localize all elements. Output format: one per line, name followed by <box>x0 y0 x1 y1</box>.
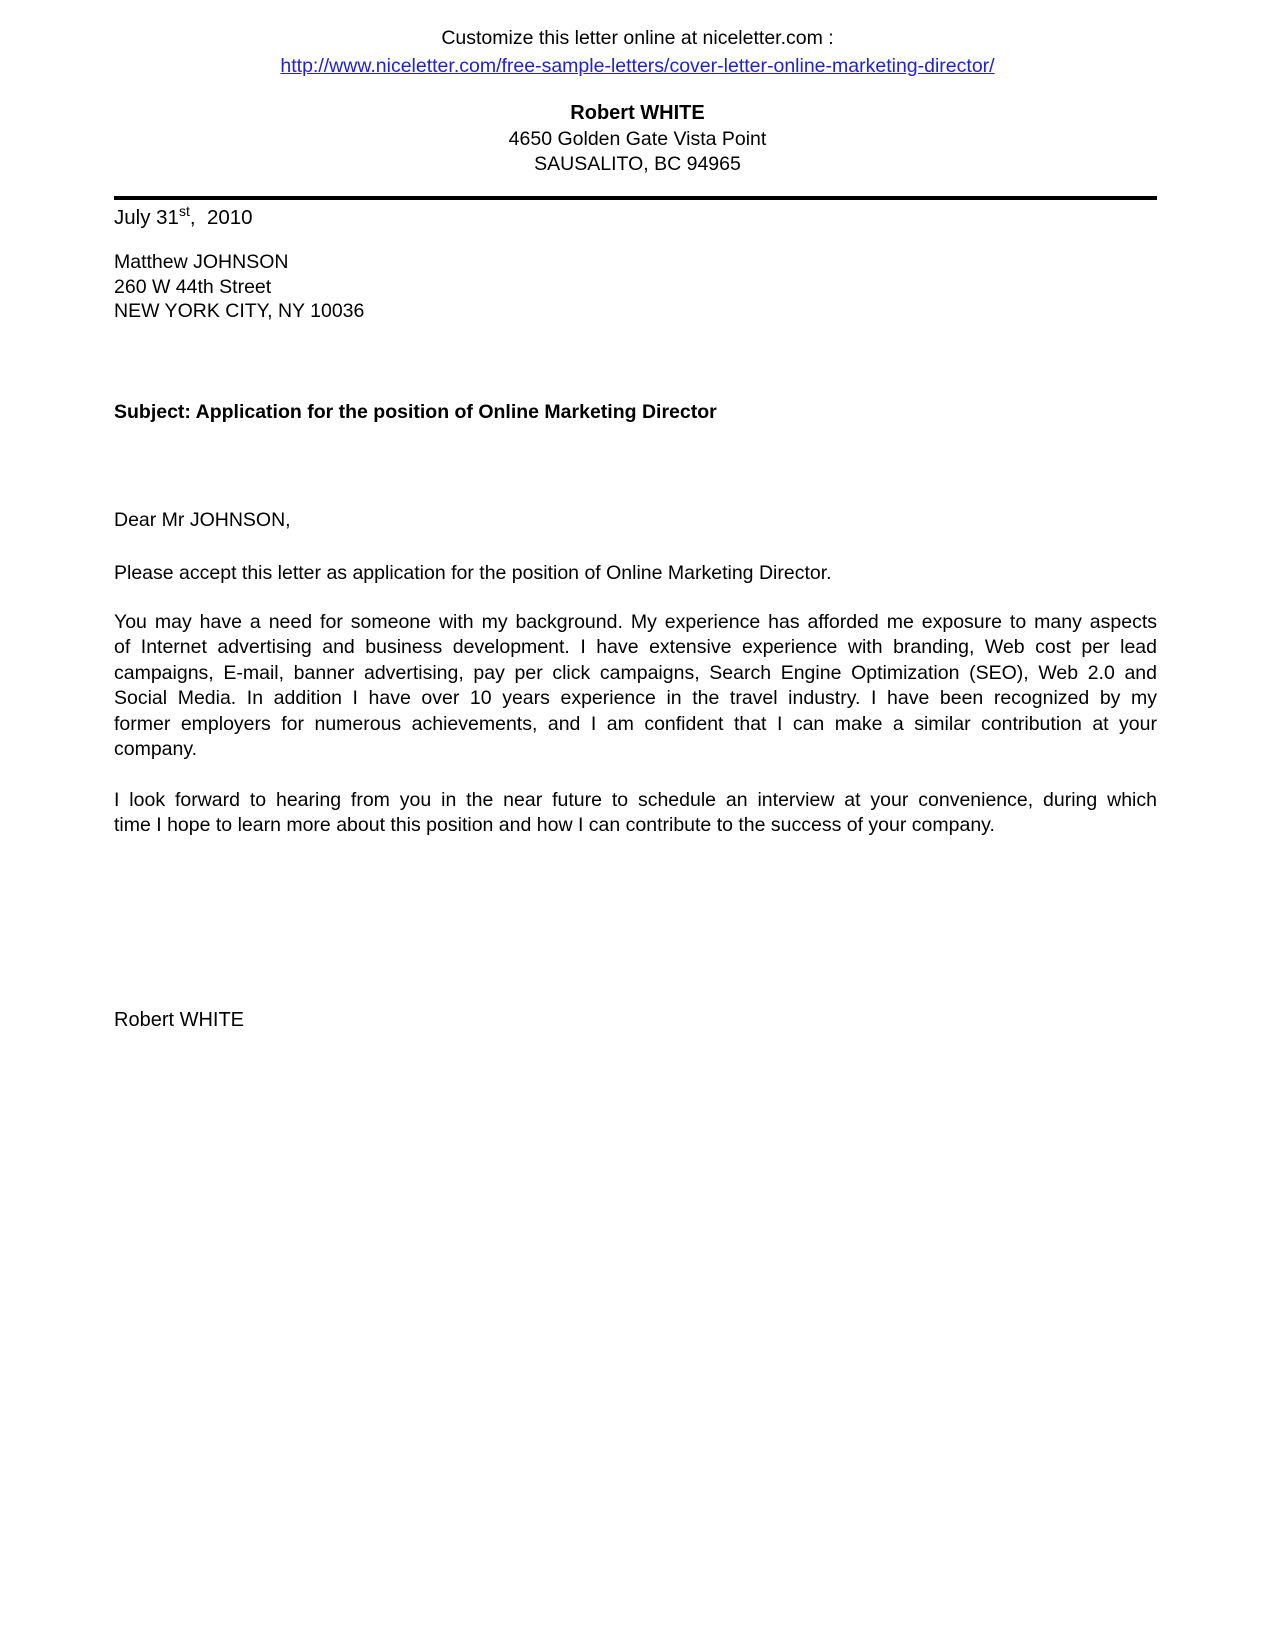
sender-block <box>0 101 1275 178</box>
recipient-block <box>114 250 364 324</box>
sender-address-line2: SAUSALITO, BC 94965 <box>534 153 741 175</box>
intro-sentence: Please accept this letter as application for the position of Online Marketing Director. <box>114 562 832 584</box>
paragraph-line: I look forward to hearing from you in the near future to schedule an interview at your convenience, during which <box>114 789 1157 811</box>
recipient-address-line1: 260 W 44th Street <box>114 275 272 298</box>
body-paragraph-1 <box>114 610 1157 762</box>
date-suffix: , 2010 <box>189 206 253 229</box>
customize-link[interactable]: http://www.niceletter.com/free-sample-letters/cover-letter-online-marketing-director/ <box>280 55 995 77</box>
customize-note-text: Customize this letter online at niceletter.com : <box>441 27 834 49</box>
paragraph-line: company. <box>114 738 198 761</box>
paragraph-line: Social Media. In addition I have over 10 years experience in the travel industry. I have been recognized by my <box>114 687 1157 710</box>
sender-name: Robert WHITE <box>570 102 705 124</box>
paragraph-line: campaigns, E-mail, banner advertising, pay per click campaigns, Search Engine Optimization (SEO), Web 2.0 and <box>114 661 1157 684</box>
subject-line: Subject: Application for the position of Online Marketing Director <box>114 401 717 423</box>
date-ordinal-superscript: st <box>178 203 190 220</box>
customize-link-line <box>0 52 1275 80</box>
salutation: Dear Mr JOHNSON, <box>114 509 291 531</box>
customize-note-block <box>0 24 1275 80</box>
paragraph-line: You may have a need for someone with my background. My experience has afforded me exposure to many aspects <box>114 611 1157 633</box>
paragraph-line: of Internet advertising and business development. I have extensive experience with branding, Web cost per lead <box>114 636 1157 659</box>
paragraph-line: former employers for numerous achievements, and I am confident that I can make a similar contribution at your <box>114 712 1157 735</box>
recipient-address-line2: NEW YORK CITY, NY 10036 <box>114 300 365 322</box>
date-line <box>114 205 253 231</box>
date-prefix: July 31 <box>114 206 179 229</box>
paragraph-line: time I hope to learn more about this position and how I can contribute to the success of your company. <box>114 814 995 837</box>
signature-name: Robert WHITE <box>114 1009 245 1031</box>
body-paragraph-2 <box>114 788 1157 839</box>
recipient-name: Matthew JOHNSON <box>114 251 289 273</box>
sender-address-line1: 4650 Golden Gate Vista Point <box>508 127 767 150</box>
header-divider-rule <box>114 196 1157 200</box>
